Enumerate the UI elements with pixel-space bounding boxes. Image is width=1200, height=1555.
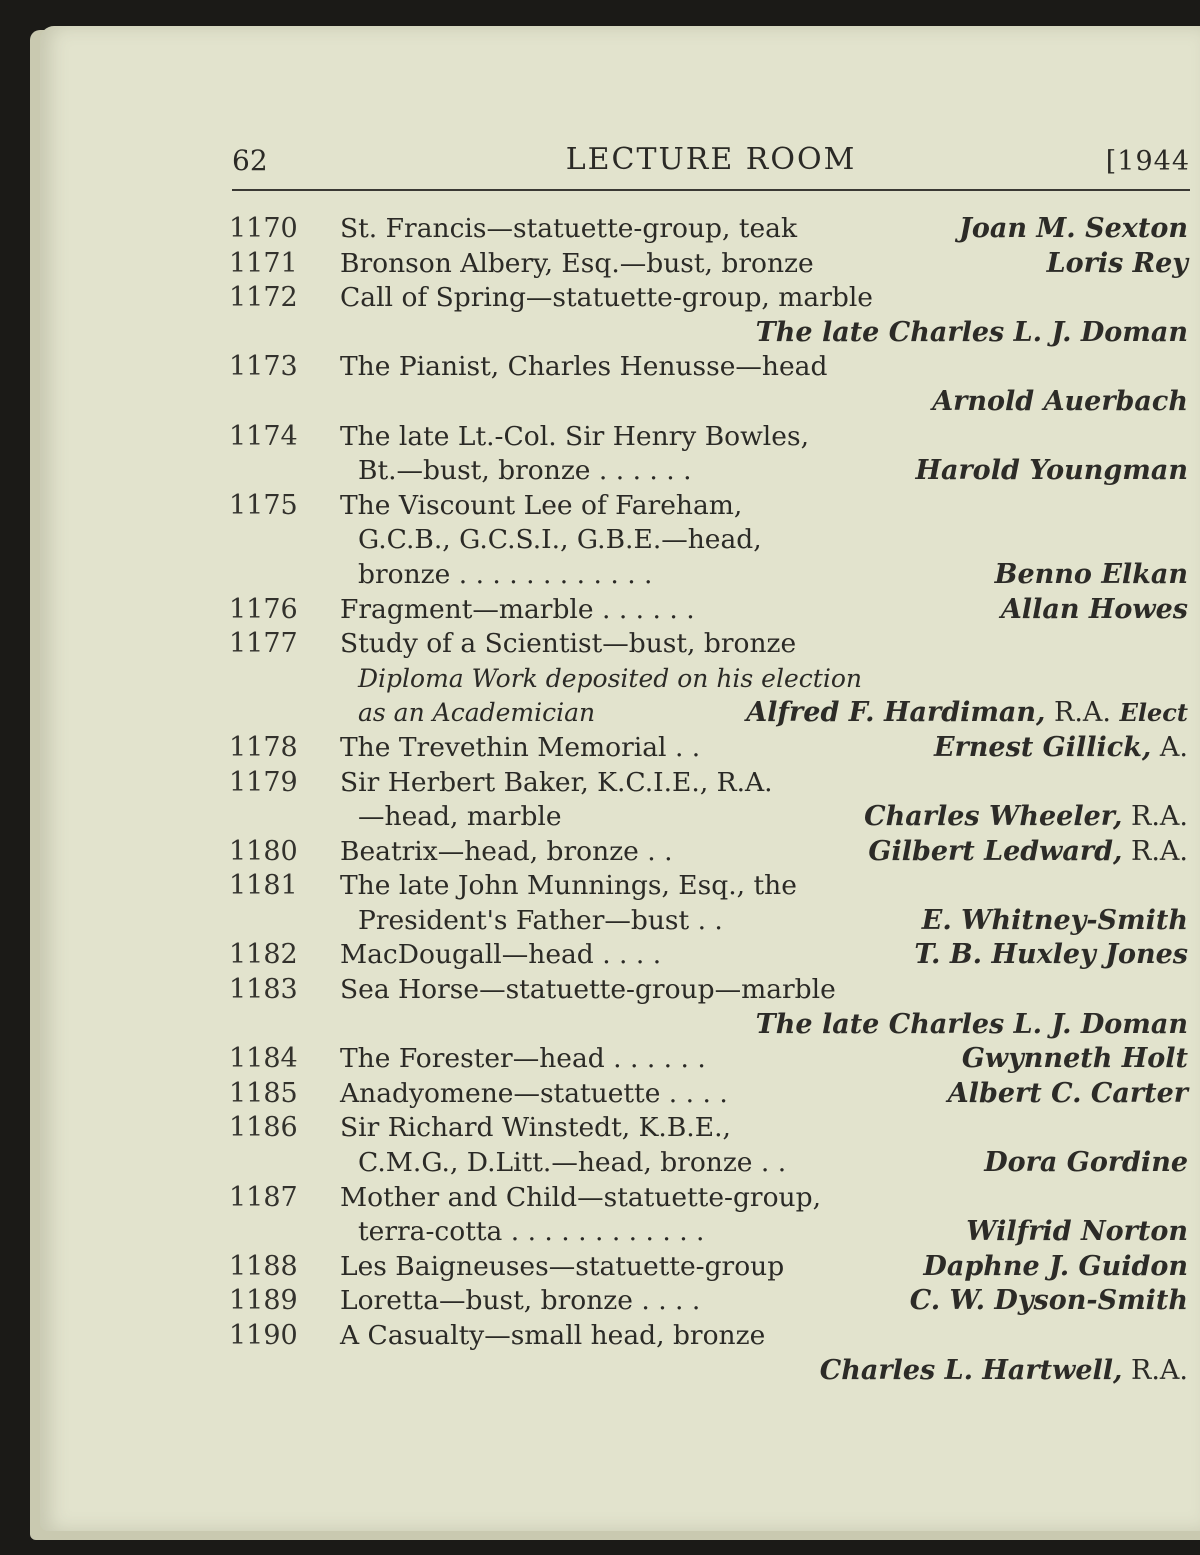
catalogue-entry <box>225 1319 1192 1388</box>
entry-number: 1178 <box>229 731 298 763</box>
entry-line <box>225 489 1192 524</box>
entry-number: 1176 <box>229 593 298 625</box>
artist-name-text: C. W. Dyson-Smith <box>909 1285 1188 1317</box>
work-title: G.C.B., G.C.S.I., G.B.E.—head, <box>358 524 762 556</box>
artist-name <box>746 696 1188 731</box>
artist-suffix: A. <box>1151 731 1188 763</box>
year-mark: [1944 <box>1105 146 1190 177</box>
entry-line <box>225 350 1192 385</box>
page-number: 62 <box>232 144 268 177</box>
entry-number: 1182 <box>229 939 298 971</box>
artist-name <box>910 1284 1188 1319</box>
catalogue-entry <box>225 627 1192 731</box>
work-title: Bt.—bust, bronze . . . . . . <box>358 455 692 487</box>
running-header <box>232 140 1190 184</box>
entry-line <box>225 800 1192 835</box>
artist-suffix: R.A. <box>1045 697 1120 729</box>
artist-name-text: Albert C. Carter <box>947 1077 1188 1109</box>
entry-line <box>225 766 1192 801</box>
artist-name-text: Benno Elkan <box>994 558 1188 590</box>
catalogue-entry <box>225 1284 1192 1319</box>
header-rule <box>232 189 1190 191</box>
artist-name-text: T. B. Huxley Jones <box>914 939 1188 971</box>
entry-number: 1170 <box>229 213 298 244</box>
artist-name-text: Joan M. Sexton <box>959 213 1188 244</box>
entry-line <box>225 835 1192 870</box>
artist-name <box>914 938 1188 973</box>
artist-name <box>922 904 1188 939</box>
entry-line <box>225 1319 1192 1354</box>
entry-note: Diploma Work deposited on his election <box>358 663 862 693</box>
artist-name-text: Allan Howes <box>1000 593 1188 625</box>
entry-number: 1181 <box>229 870 298 902</box>
entry-line <box>225 593 1192 628</box>
section-title: LECTURE ROOM <box>565 142 857 177</box>
entry-number: 1172 <box>229 282 298 314</box>
artist-name-text: Wilfrid Norton <box>966 1216 1188 1248</box>
entry-number: 1185 <box>229 1077 298 1109</box>
work-title: St. Francis—statuette-group, teak <box>340 213 798 244</box>
entry-line <box>225 1181 1192 1216</box>
work-title: C.M.G., D.Litt.—head, bronze . . <box>358 1147 787 1179</box>
work-title: The Viscount Lee of Fareham, <box>340 489 743 521</box>
entry-line <box>225 1215 1192 1250</box>
entry-number: 1173 <box>229 351 298 383</box>
entry-line <box>225 662 1192 697</box>
work-title: bronze . . . . . . . . . . . . <box>358 558 653 590</box>
entry-number: 1186 <box>229 1112 298 1144</box>
artist-name-text: Charles Wheeler, <box>864 801 1123 833</box>
catalogue-entry <box>225 593 1192 628</box>
entry-number: 1189 <box>229 1285 298 1317</box>
entry-number: 1175 <box>229 489 298 521</box>
work-title: Sir Herbert Baker, K.C.I.E., R.A. <box>340 766 773 798</box>
artist-name-text: Charles L. Hartwell, <box>819 1354 1123 1386</box>
artist-name-text: Arnold Auerbach <box>932 385 1188 417</box>
catalogue-entry <box>225 350 1192 419</box>
catalogue-entry <box>225 1077 1192 1112</box>
artist-name <box>966 1215 1188 1250</box>
artist-name-text: E. Whitney-Smith <box>921 904 1188 936</box>
artist-name <box>923 1250 1188 1285</box>
catalogue-entry <box>225 731 1192 766</box>
artist-name <box>820 1354 1188 1389</box>
catalogue-entry <box>225 420 1192 489</box>
artist-name <box>756 1008 1188 1043</box>
entry-line <box>225 281 1192 316</box>
entry-line <box>225 247 1192 282</box>
artist-name-text: Daphne J. Guidon <box>923 1250 1188 1282</box>
entry-line <box>225 869 1192 904</box>
entry-number: 1184 <box>229 1043 298 1075</box>
entry-number: 1171 <box>229 247 298 279</box>
artist-name <box>1047 247 1188 282</box>
catalogue-entry <box>225 489 1192 593</box>
entry-line <box>225 454 1192 489</box>
work-title: A Casualty—small head, bronze <box>340 1320 766 1351</box>
entry-line <box>225 627 1192 662</box>
artist-name-text: Gilbert Ledward, <box>868 835 1123 867</box>
artist-suffix: R.A. <box>1122 1354 1188 1386</box>
entry-line <box>225 938 1192 973</box>
artist-name-text: Dora Gordine <box>984 1147 1188 1179</box>
entry-number: 1187 <box>229 1181 298 1213</box>
work-title: The Forester—head . . . . . . <box>340 1043 706 1075</box>
entry-line <box>225 1111 1192 1146</box>
work-title: Loretta—bust, bronze . . . . <box>340 1285 701 1317</box>
entry-line <box>225 1008 1192 1043</box>
entry-line <box>225 973 1192 1008</box>
work-title: The Trevethin Memorial . . <box>340 731 701 763</box>
artist-note-tail: Elect <box>1119 698 1188 728</box>
work-title: MacDougall—head . . . . <box>340 939 662 971</box>
catalogue-entry <box>225 869 1192 938</box>
work-title: terra-cotta . . . . . . . . . . . . <box>358 1216 705 1248</box>
catalogue-entry <box>225 973 1192 1042</box>
entry-line <box>225 904 1192 939</box>
entry-line <box>225 1042 1192 1077</box>
work-title: Les Baigneuses—statuette-group <box>340 1250 785 1282</box>
entry-line <box>225 212 1192 247</box>
work-title: The late John Munnings, Esq., the <box>340 870 797 902</box>
work-title: Sea Horse—statuette-group—marble <box>340 974 836 1006</box>
entry-note: as an Academician <box>358 698 596 728</box>
entry-number: 1177 <box>229 628 298 660</box>
artist-name <box>915 454 1188 489</box>
entry-line <box>225 523 1192 558</box>
artist-name-text: Alfred F. Hardiman, <box>746 697 1046 729</box>
artist-suffix: R.A. <box>1122 801 1188 833</box>
artist-name <box>756 316 1188 351</box>
work-title: The late Lt.-Col. Sir Henry Bowles, <box>340 420 809 452</box>
catalogue-entry <box>225 938 1192 973</box>
artist-name <box>868 835 1188 870</box>
entry-line <box>225 731 1192 766</box>
artist-name-text: Ernest Gillick, <box>934 731 1152 763</box>
work-title: President's Father—bust . . <box>358 904 723 936</box>
entry-line <box>225 1250 1192 1285</box>
artist-suffix: R.A. <box>1122 835 1188 867</box>
artist-name-text: Harold Youngman <box>915 455 1188 487</box>
catalogue-entry <box>225 1111 1192 1180</box>
artist-name <box>1001 593 1188 628</box>
entry-line <box>225 558 1192 593</box>
entry-number: 1188 <box>229 1250 298 1282</box>
catalogue-entries <box>225 212 1192 1388</box>
artist-name <box>959 212 1188 247</box>
catalogue-entry <box>225 281 1192 350</box>
entry-number: 1183 <box>229 974 298 1006</box>
entry-line <box>225 316 1192 351</box>
catalogue-entry <box>225 1250 1192 1285</box>
artist-name-text: The late Charles L. J. Doman <box>755 316 1188 348</box>
entry-line <box>225 1077 1192 1112</box>
entry-number: 1179 <box>229 766 298 798</box>
catalogue-entry <box>225 766 1192 835</box>
artist-name <box>864 800 1188 835</box>
work-title: Beatrix—head, bronze . . <box>340 835 673 867</box>
entry-line <box>225 385 1192 420</box>
entry-number: 1180 <box>229 835 298 867</box>
artist-name-text: The late Charles L. J. Doman <box>755 1008 1188 1040</box>
catalogue-entry <box>225 835 1192 870</box>
entry-number: 1190 <box>229 1320 298 1351</box>
artist-name <box>934 731 1188 766</box>
work-title: Sir Richard Winstedt, K.B.E., <box>340 1112 731 1144</box>
entry-number: 1174 <box>229 420 298 452</box>
work-title: Fragment—marble . . . . . . <box>340 593 695 625</box>
work-title: The Pianist, Charles Henusse—head <box>340 351 828 383</box>
entry-line <box>225 696 1192 731</box>
artist-name <box>932 385 1188 420</box>
artist-name-text: Gwynneth Holt <box>961 1043 1188 1075</box>
artist-name-text: Loris Rey <box>1046 247 1188 279</box>
artist-name <box>962 1042 1188 1077</box>
artist-name <box>995 558 1188 593</box>
catalogue-entry <box>225 247 1192 282</box>
artist-name <box>948 1077 1188 1112</box>
entry-line <box>225 1146 1192 1181</box>
entry-line <box>225 1284 1192 1319</box>
work-title: Bronson Albery, Esq.—bust, bronze <box>340 247 814 279</box>
catalogue-entry <box>225 1042 1192 1077</box>
artist-name <box>984 1146 1188 1181</box>
work-title: —head, marble <box>358 801 562 833</box>
catalogue-entry <box>225 1181 1192 1250</box>
entry-line <box>225 1354 1192 1389</box>
entry-line <box>225 420 1192 455</box>
work-title: Study of a Scientist—bust, bronze <box>340 628 797 660</box>
work-title: Call of Spring—statuette-group, marble <box>340 282 873 314</box>
work-title: Anadyomene—statuette . . . . <box>340 1077 728 1109</box>
work-title: Mother and Child—statuette-group, <box>340 1181 822 1213</box>
catalogue-entry <box>225 212 1192 247</box>
